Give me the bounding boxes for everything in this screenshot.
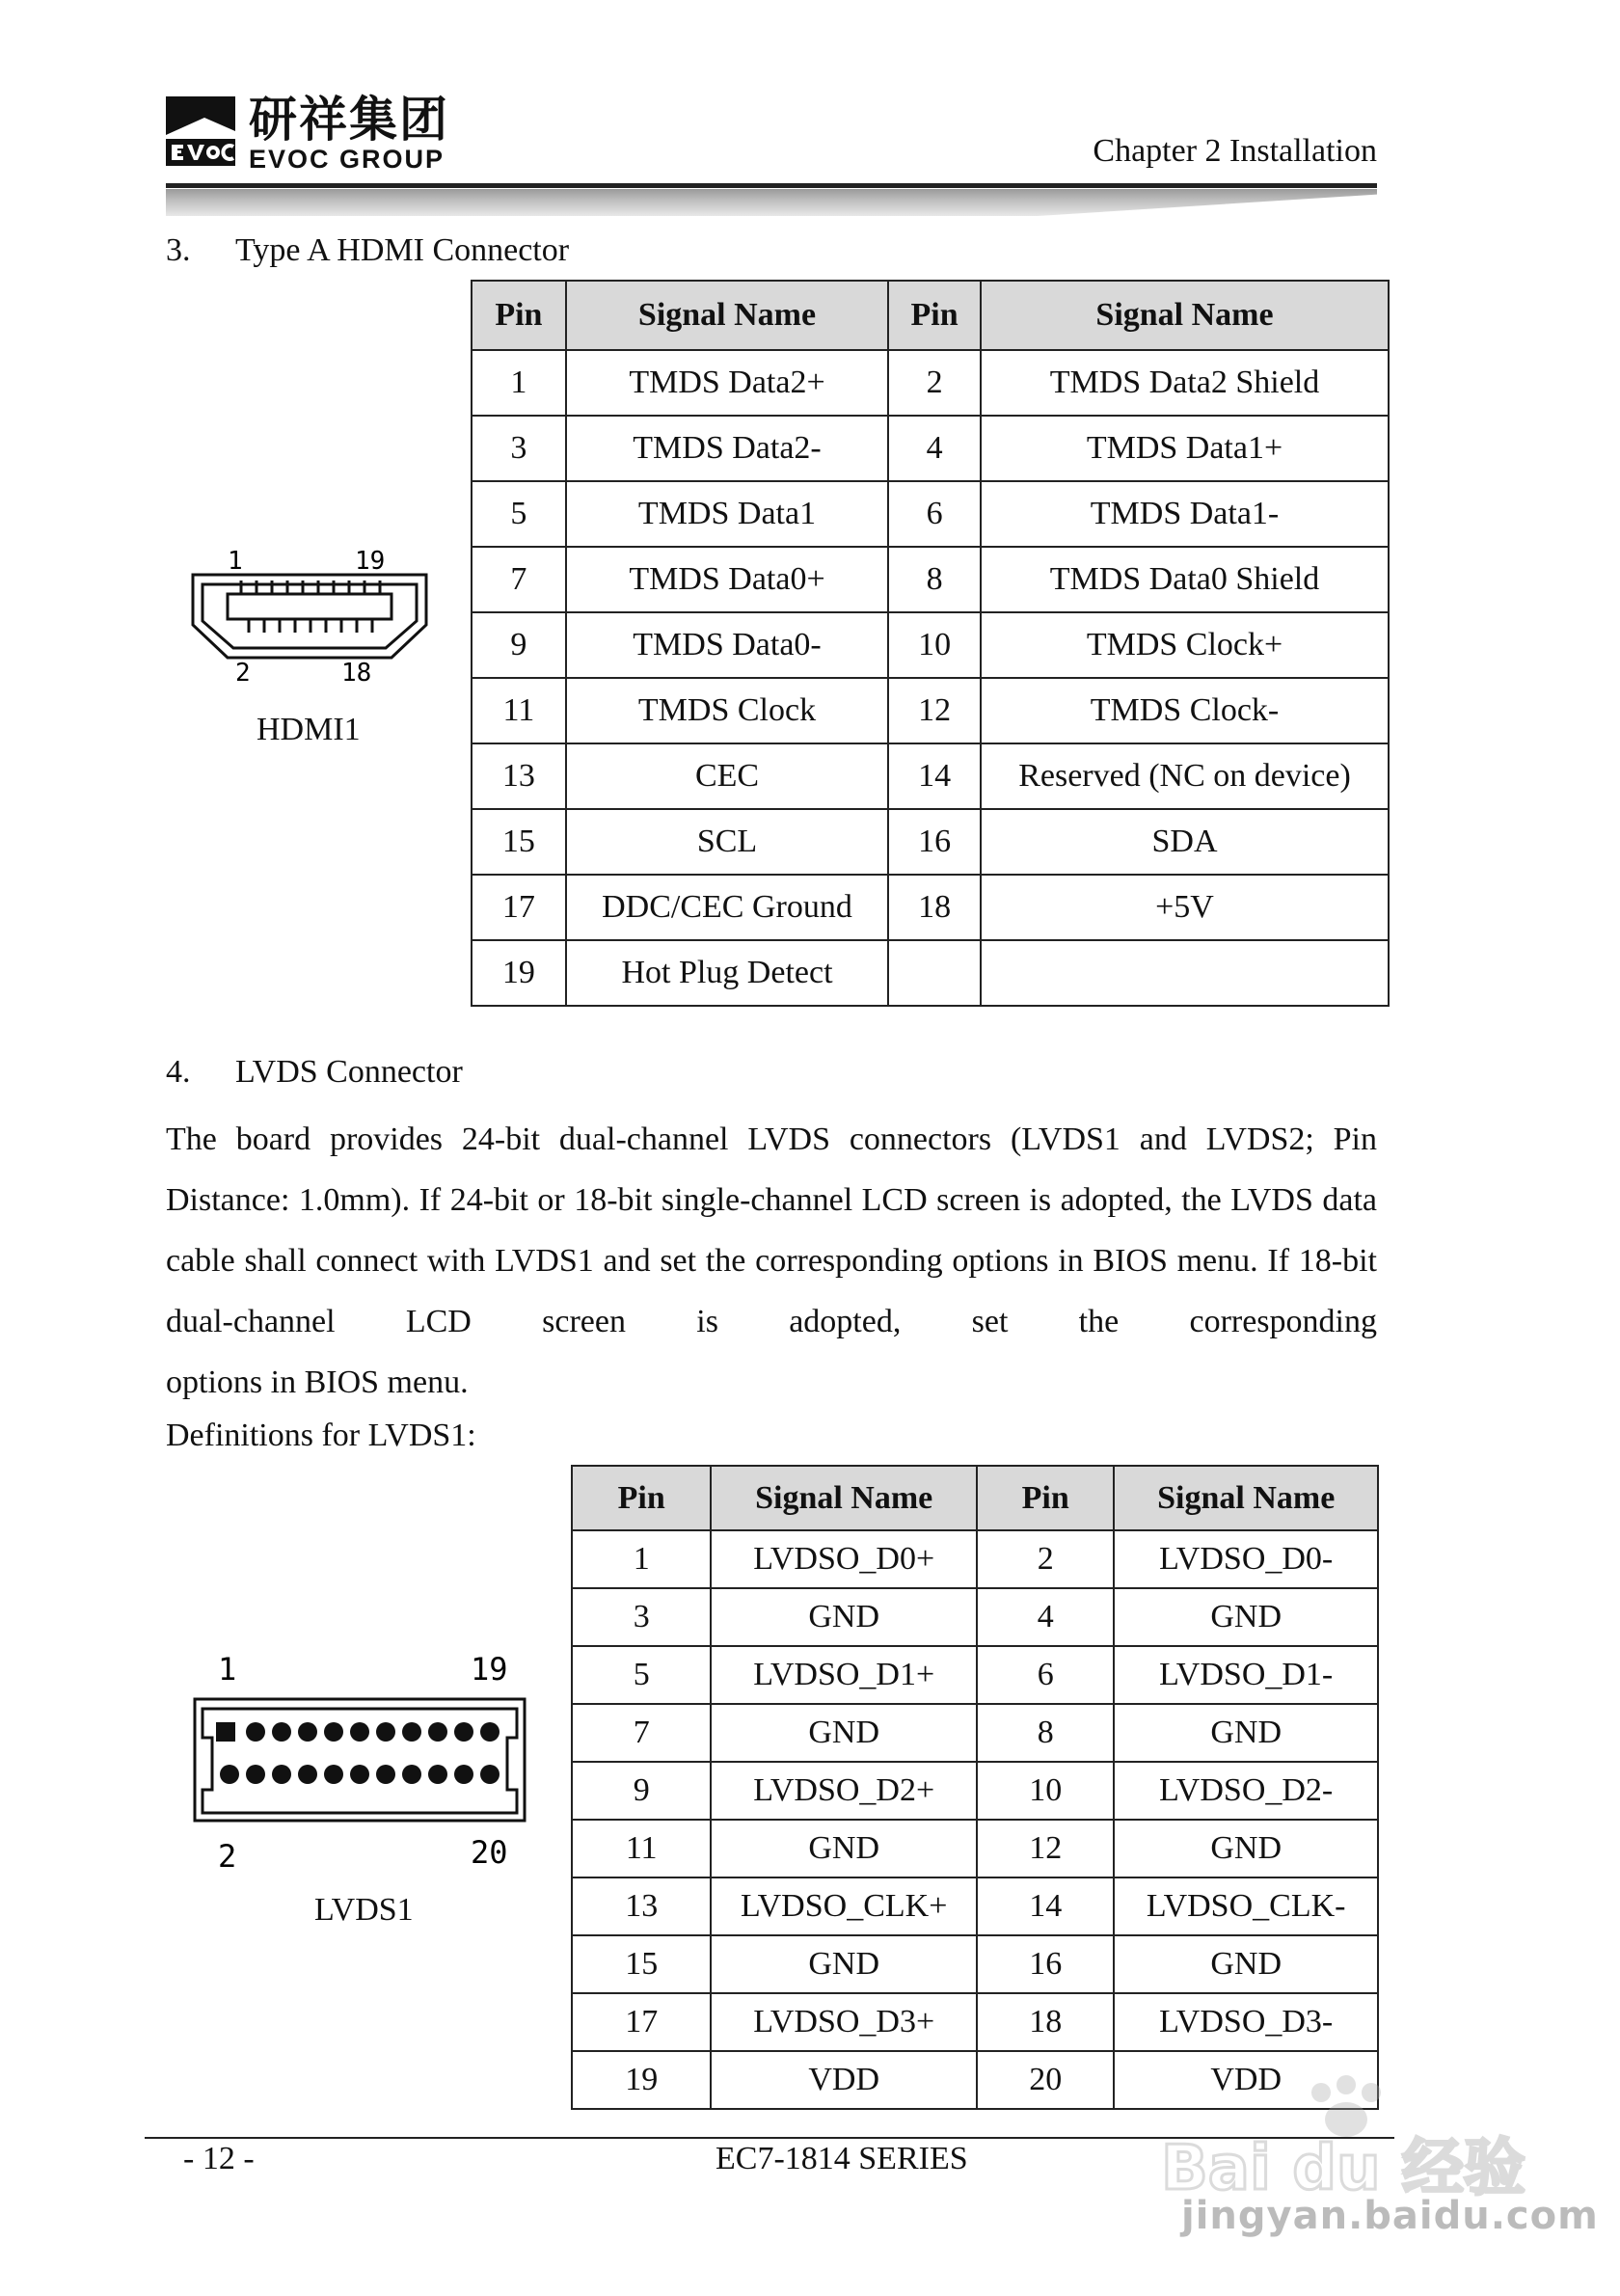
header-pin: Pin (888, 281, 981, 350)
pin-cell: 9 (472, 612, 566, 678)
pin-cell: 8 (977, 1704, 1114, 1762)
pin-cell: 7 (472, 547, 566, 612)
lvds1-definitions-label: Definitions for LVDS1: (166, 1418, 476, 1453)
pin-cell: 7 (572, 1704, 711, 1762)
signal-cell: LVDSO_D0+ (711, 1530, 977, 1588)
hdmi-pin-label-1: 1 (228, 547, 243, 576)
table-row (472, 612, 1389, 678)
header-pin: Pin (977, 1466, 1114, 1530)
signal-cell: TMDS Data2+ (566, 350, 888, 416)
signal-cell: DDC/CEC Ground (566, 875, 888, 940)
lvds1-pin-table (571, 1465, 1379, 2110)
lvds-connector-diagram (189, 1649, 536, 1880)
pin-cell: 1 (472, 350, 566, 416)
header-signal-name: Signal Name (711, 1466, 977, 1530)
pin-cell: 9 (572, 1762, 711, 1820)
header-signal-name: Signal Name (566, 281, 888, 350)
pin-cell: 1 (572, 1530, 711, 1588)
pin-cell: 12 (977, 1820, 1114, 1877)
pin-cell: 3 (572, 1588, 711, 1646)
signal-cell: LVDSO_CLK+ (711, 1877, 977, 1935)
signal-cell (981, 940, 1389, 1006)
signal-cell: SDA (981, 809, 1389, 875)
pin-cell: 4 (977, 1588, 1114, 1646)
evoc-logo-mark (166, 96, 235, 166)
table-row (572, 1530, 1378, 1588)
signal-cell: GND (1114, 1935, 1378, 1993)
table-row (572, 1588, 1378, 1646)
signal-cell: LVDSO_D1+ (711, 1646, 977, 1704)
signal-cell: LVDSO_CLK- (1114, 1877, 1378, 1935)
signal-cell: +5V (981, 875, 1389, 940)
hdmi-pin-label-2: 2 (235, 659, 251, 685)
table-row (472, 940, 1389, 1006)
logo-chinese-name: 研祥集团 (249, 92, 449, 148)
pin-cell: 10 (977, 1762, 1114, 1820)
pin-cell: 17 (472, 875, 566, 940)
table-row (472, 875, 1389, 940)
pin-cell: 13 (572, 1877, 711, 1935)
table-row (472, 809, 1389, 875)
logo-english-name: EVOC GROUP (249, 145, 446, 174)
pin-cell: 8 (888, 547, 981, 612)
chapter-heading: Chapter 2 Installation (1093, 133, 1377, 169)
table-row (472, 350, 1389, 416)
hdmi-pin-label-19: 19 (355, 547, 386, 576)
hdmi-section-heading (166, 231, 569, 270)
signal-cell: TMDS Data2- (566, 416, 888, 481)
header-signal-name: Signal Name (981, 281, 1389, 350)
signal-cell: VDD (1114, 2051, 1378, 2109)
signal-cell: LVDSO_D3- (1114, 1993, 1378, 2051)
signal-cell: Hot Plug Detect (566, 940, 888, 1006)
pin-cell: 16 (888, 809, 981, 875)
pin-cell: 14 (977, 1877, 1114, 1935)
hdmi-pin-label-18: 18 (341, 659, 372, 685)
signal-cell: GND (1114, 1588, 1378, 1646)
pin-cell: 15 (572, 1935, 711, 1993)
signal-cell: LVDSO_D1- (1114, 1646, 1378, 1704)
table-row (472, 743, 1389, 809)
table-row (572, 1993, 1378, 2051)
pin-cell: 13 (472, 743, 566, 809)
signal-cell: TMDS Clock (566, 678, 888, 743)
pin-cell: 18 (977, 1993, 1114, 2051)
lvds-description-end: options in BIOS menu. (166, 1364, 469, 1400)
pin-cell: 5 (472, 481, 566, 547)
header-pin: Pin (472, 281, 566, 350)
pin-cell: 12 (888, 678, 981, 743)
hdmi-connector-diagram (189, 540, 430, 685)
table-row (572, 1646, 1378, 1704)
pin-cell: 18 (888, 875, 981, 940)
pin-cell: 5 (572, 1646, 711, 1704)
pin-cell: 16 (977, 1935, 1114, 1993)
lvds-pin-label-20: 20 (471, 1834, 508, 1871)
pin-cell: 10 (888, 612, 981, 678)
lvds-pin-label-19: 19 (471, 1651, 508, 1688)
table-row (572, 1877, 1378, 1935)
pin-cell: 4 (888, 416, 981, 481)
table-row (572, 1704, 1378, 1762)
pin-cell: 19 (572, 2051, 711, 2109)
signal-cell: GND (1114, 1820, 1378, 1877)
pin-cell: 15 (472, 809, 566, 875)
watermark-brand: Bai du 经验 (1161, 2133, 1526, 2204)
pin-cell (888, 940, 981, 1006)
signal-cell: Reserved (NC on device) (981, 743, 1389, 809)
pin-cell: 19 (472, 940, 566, 1006)
table-row (472, 547, 1389, 612)
signal-cell: LVDSO_D0- (1114, 1530, 1378, 1588)
signal-cell: GND (711, 1704, 977, 1762)
pin-cell: 20 (977, 2051, 1114, 2109)
pin-cell: 3 (472, 416, 566, 481)
pin-cell: 2 (888, 350, 981, 416)
signal-cell: TMDS Data0+ (566, 547, 888, 612)
hdmi-caption: HDMI1 (256, 712, 361, 747)
pin-cell: 14 (888, 743, 981, 809)
header-rule-shadow (166, 189, 1377, 216)
table-row (572, 1820, 1378, 1877)
table-row (472, 481, 1389, 547)
signal-cell: TMDS Data0- (566, 612, 888, 678)
page-number: - 12 - (183, 2141, 255, 2176)
pin-cell: 6 (888, 481, 981, 547)
lvds-pin-label-1: 1 (218, 1651, 237, 1688)
lvds-section-title: LVDS Connector (235, 1054, 463, 1090)
pin-cell: 17 (572, 1993, 711, 2051)
signal-cell: LVDSO_D2+ (711, 1762, 977, 1820)
signal-cell: TMDS Data0 Shield (981, 547, 1389, 612)
pin-cell: 6 (977, 1646, 1114, 1704)
pin-cell: 11 (472, 678, 566, 743)
lvds-caption: LVDS1 (314, 1892, 414, 1928)
signal-cell: TMDS Data1- (981, 481, 1389, 547)
hdmi-section-number: 3. (166, 232, 191, 268)
product-series: EC7-1814 SERIES (716, 2141, 968, 2176)
table-row (472, 678, 1389, 743)
lvds-section-number: 4. (166, 1054, 191, 1090)
table-header-row (572, 1466, 1378, 1530)
table-row (572, 1762, 1378, 1820)
signal-cell: GND (711, 1820, 977, 1877)
table-row (472, 416, 1389, 481)
signal-cell: GND (711, 1588, 977, 1646)
pin-cell: 11 (572, 1820, 711, 1877)
signal-cell: LVDSO_D2- (1114, 1762, 1378, 1820)
signal-cell: CEC (566, 743, 888, 809)
header-pin: Pin (572, 1466, 711, 1530)
lvds-description: The board provides 24-bit dual-channel LVDS connectors (LVDS1 and LVDS2; Pin Distance: 1.0mm). If 24-bit or 18-bit single-channel LCD screen is adopted, the LVDS data cable shall connect with LVDS1 and set the corresponding options in BIOS menu. If 18-bit dual-channel LCD screen is adopted, set the corresponding (166, 1121, 1377, 1339)
pin-cell: 2 (977, 1530, 1114, 1588)
signal-cell: TMDS Data1 (566, 481, 888, 547)
signal-cell: TMDS Data1+ (981, 416, 1389, 481)
header-signal-name: Signal Name (1114, 1466, 1378, 1530)
hdmi-pin-table (471, 280, 1390, 1007)
signal-cell: LVDSO_D3+ (711, 1993, 977, 2051)
signal-cell: VDD (711, 2051, 977, 2109)
table-row (572, 1935, 1378, 1993)
signal-cell: TMDS Clock+ (981, 612, 1389, 678)
signal-cell: GND (711, 1935, 977, 1993)
table-header-row (472, 281, 1389, 350)
lvds-pin-label-2: 2 (218, 1838, 237, 1875)
hdmi-section-title: Type A HDMI Connector (235, 232, 570, 268)
signal-cell: GND (1114, 1704, 1378, 1762)
signal-cell: SCL (566, 809, 888, 875)
lvds-section-heading (166, 1053, 463, 1092)
header-rule (166, 183, 1377, 188)
signal-cell: TMDS Clock- (981, 678, 1389, 743)
signal-cell: TMDS Data2 Shield (981, 350, 1389, 416)
watermark-url: jingyan.baidu.com (1181, 2194, 1599, 2238)
